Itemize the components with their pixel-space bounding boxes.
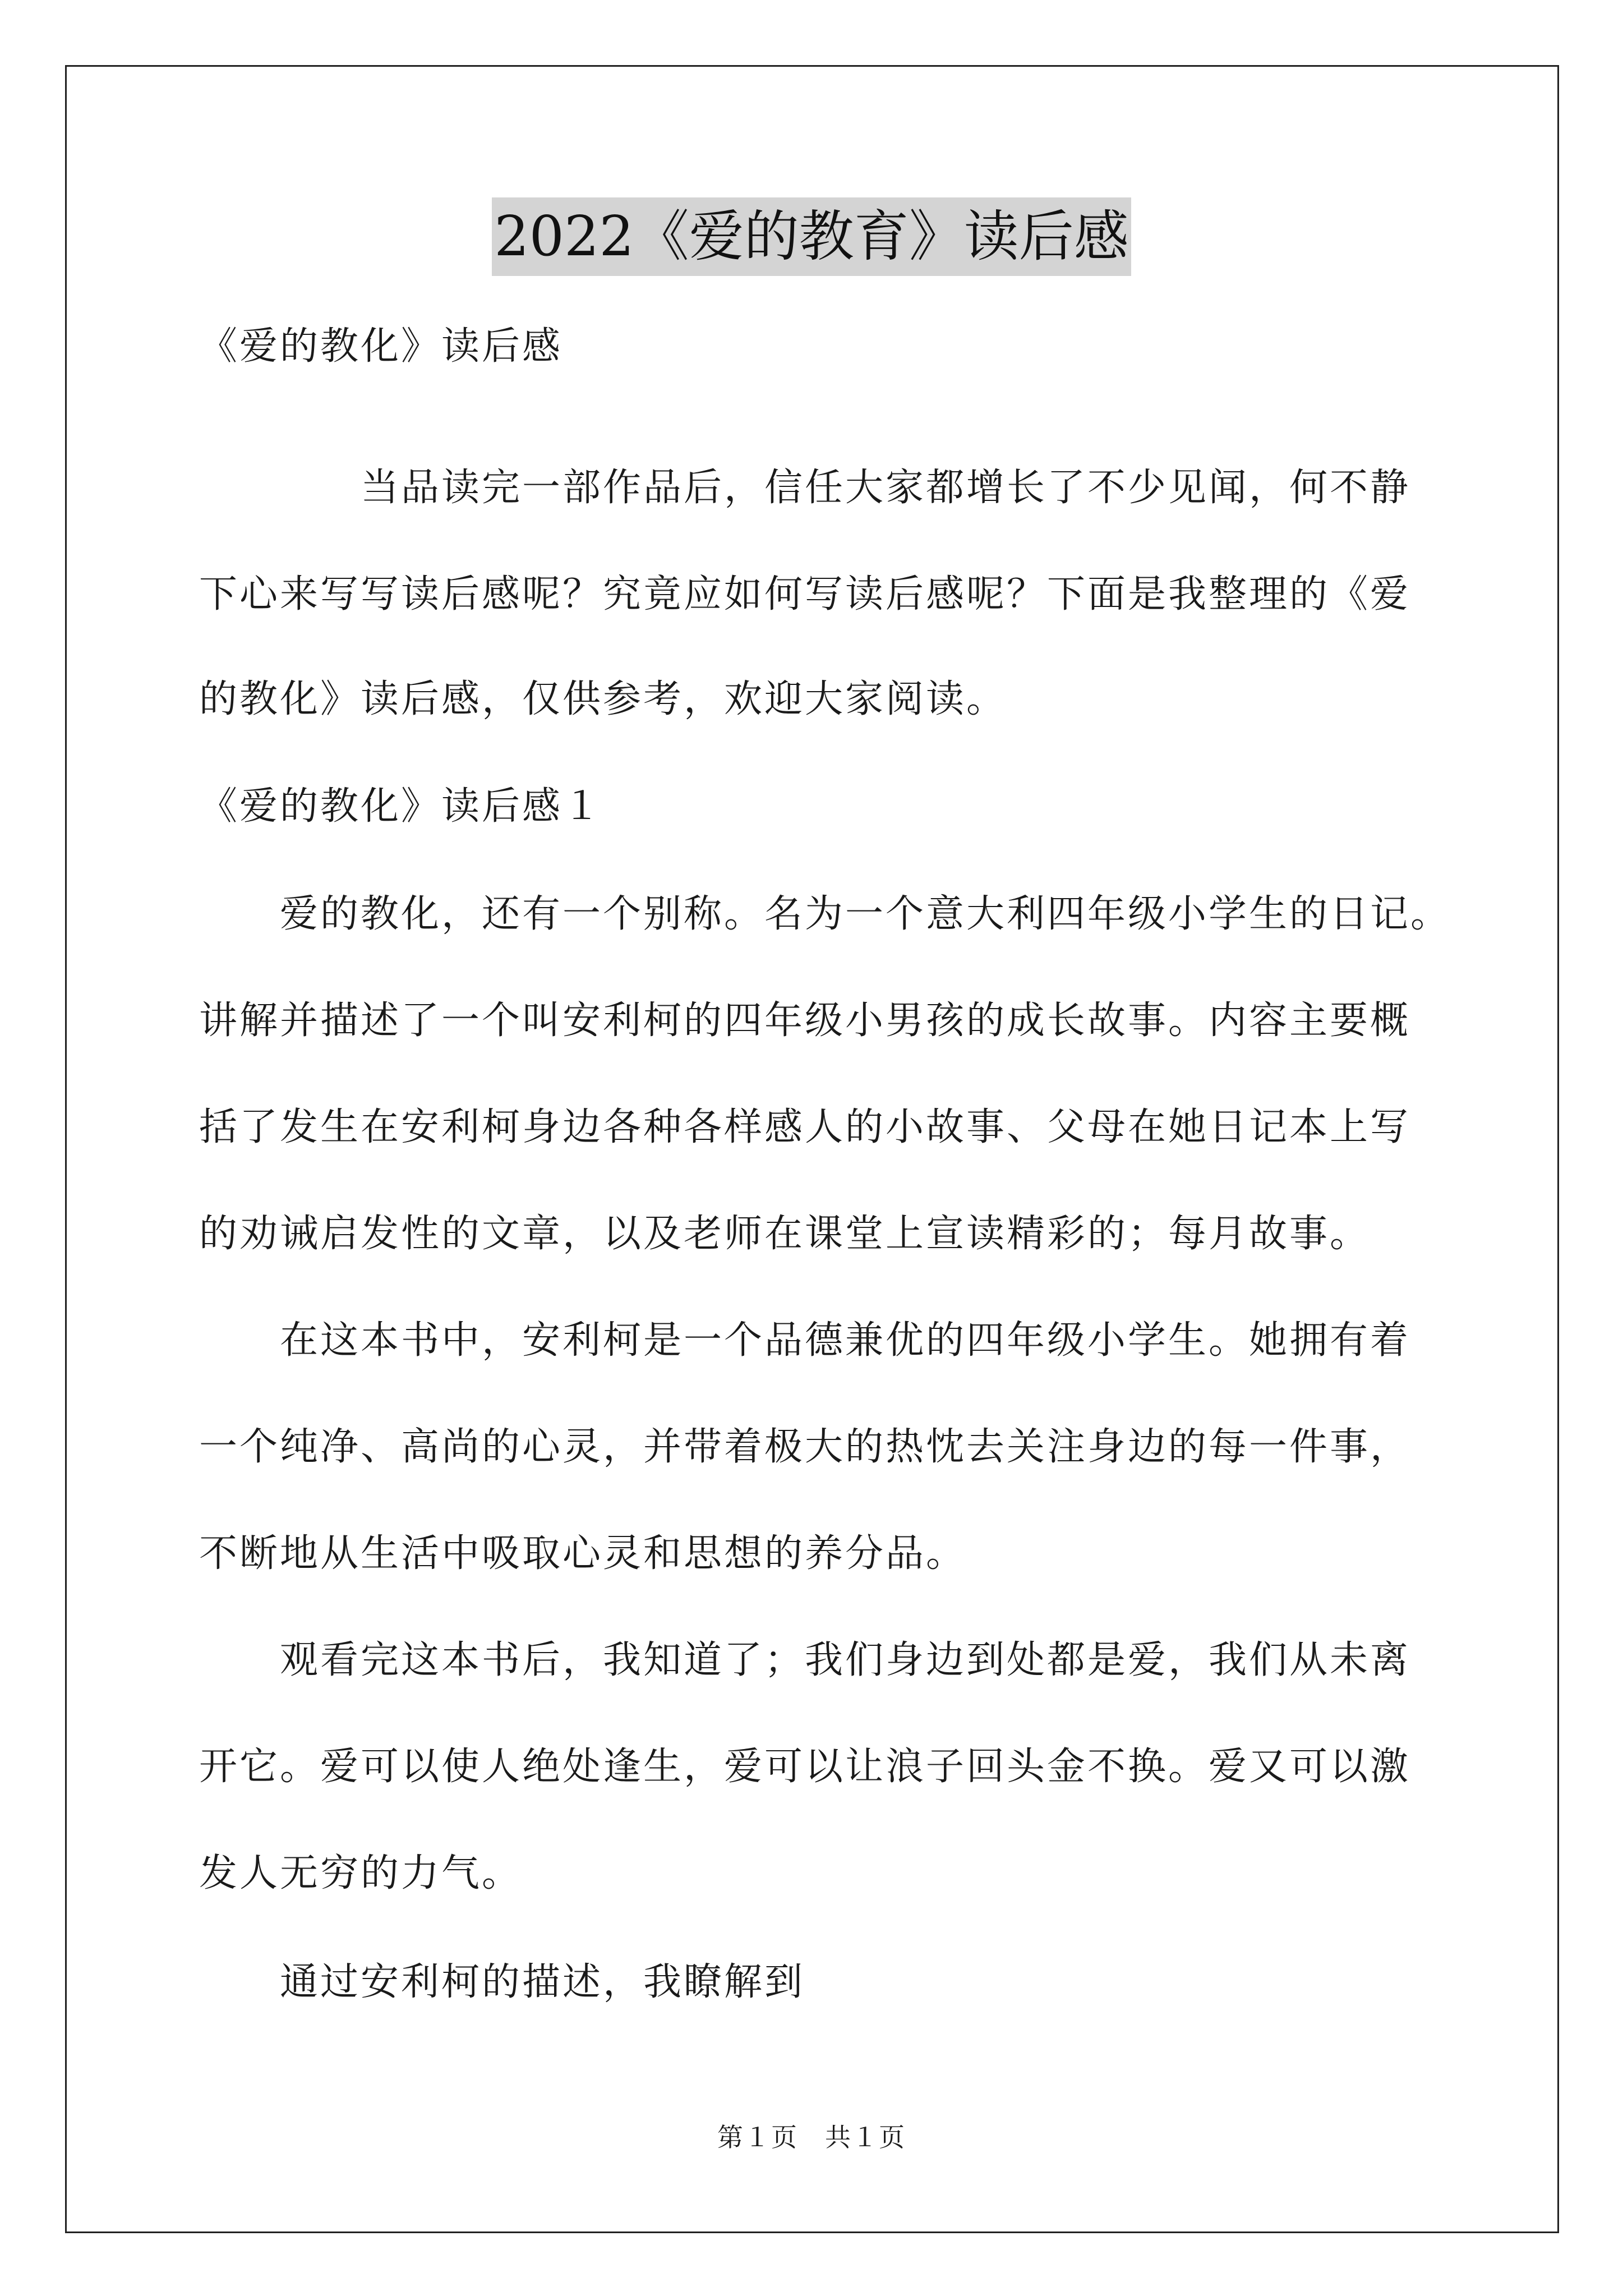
text-line: 开它。爱可以使人绝处逢生，爱可以让浪子回头金不换。爱又可以激 [199,1745,1411,1789]
text-line: 《爱的教化》读后感１ [199,784,603,829]
text-line: 《爱的教化》读后感 [199,324,563,369]
text-line: 的劝诫启发性的文章，以及老师在课堂上宣读精彩的；每月故事。 [199,1212,1371,1256]
text-line: 括了发生在安利柯身边各种各样感人的小故事、父母在她日记本上写 [199,1105,1411,1149]
text-line: 观看完这本书后，我知道了；我们身边到处都是爱，我们从未离 [199,1638,1411,1682]
text-line: 发人无穷的力气。 [199,1851,523,1895]
text-line: 当品读完一部作品后，信任大家都增长了不少见闻，何不静 [199,466,1411,510]
title-container [0,197,1623,276]
text-line: 在这本书中，安利柯是一个品德兼优的四年级小学生。她拥有着 [199,1318,1411,1363]
text-line: 讲解并描述了一个叫安利柯的四年级小男孩的成长故事。内容主要概 [199,999,1411,1043]
text-line: 爱的教化，还有一个别称。名为一个意大利四年级小学生的日记。 [199,892,1451,936]
page-number-footer: 第１页 共１页 [717,2122,906,2152]
text-line: 的教化》读后感，仅供参考，欢迎大家阅读。 [199,677,1007,721]
text-line: 不断地从生活中吸取心灵和思想的养分品。 [199,1531,967,1576]
text-line: 通过安利柯的描述，我瞭解到 [199,1960,805,2004]
document-title: 2022《爱的教育》读后感 [492,197,1131,276]
text-line: 下心来写写读后感呢？究竟应如何写读后感呢？下面是我整理的《爱 [199,572,1411,616]
text-line: 一个纯净、高尚的心灵，并带着极大的热忱去关注身边的每一件事， [199,1425,1411,1469]
